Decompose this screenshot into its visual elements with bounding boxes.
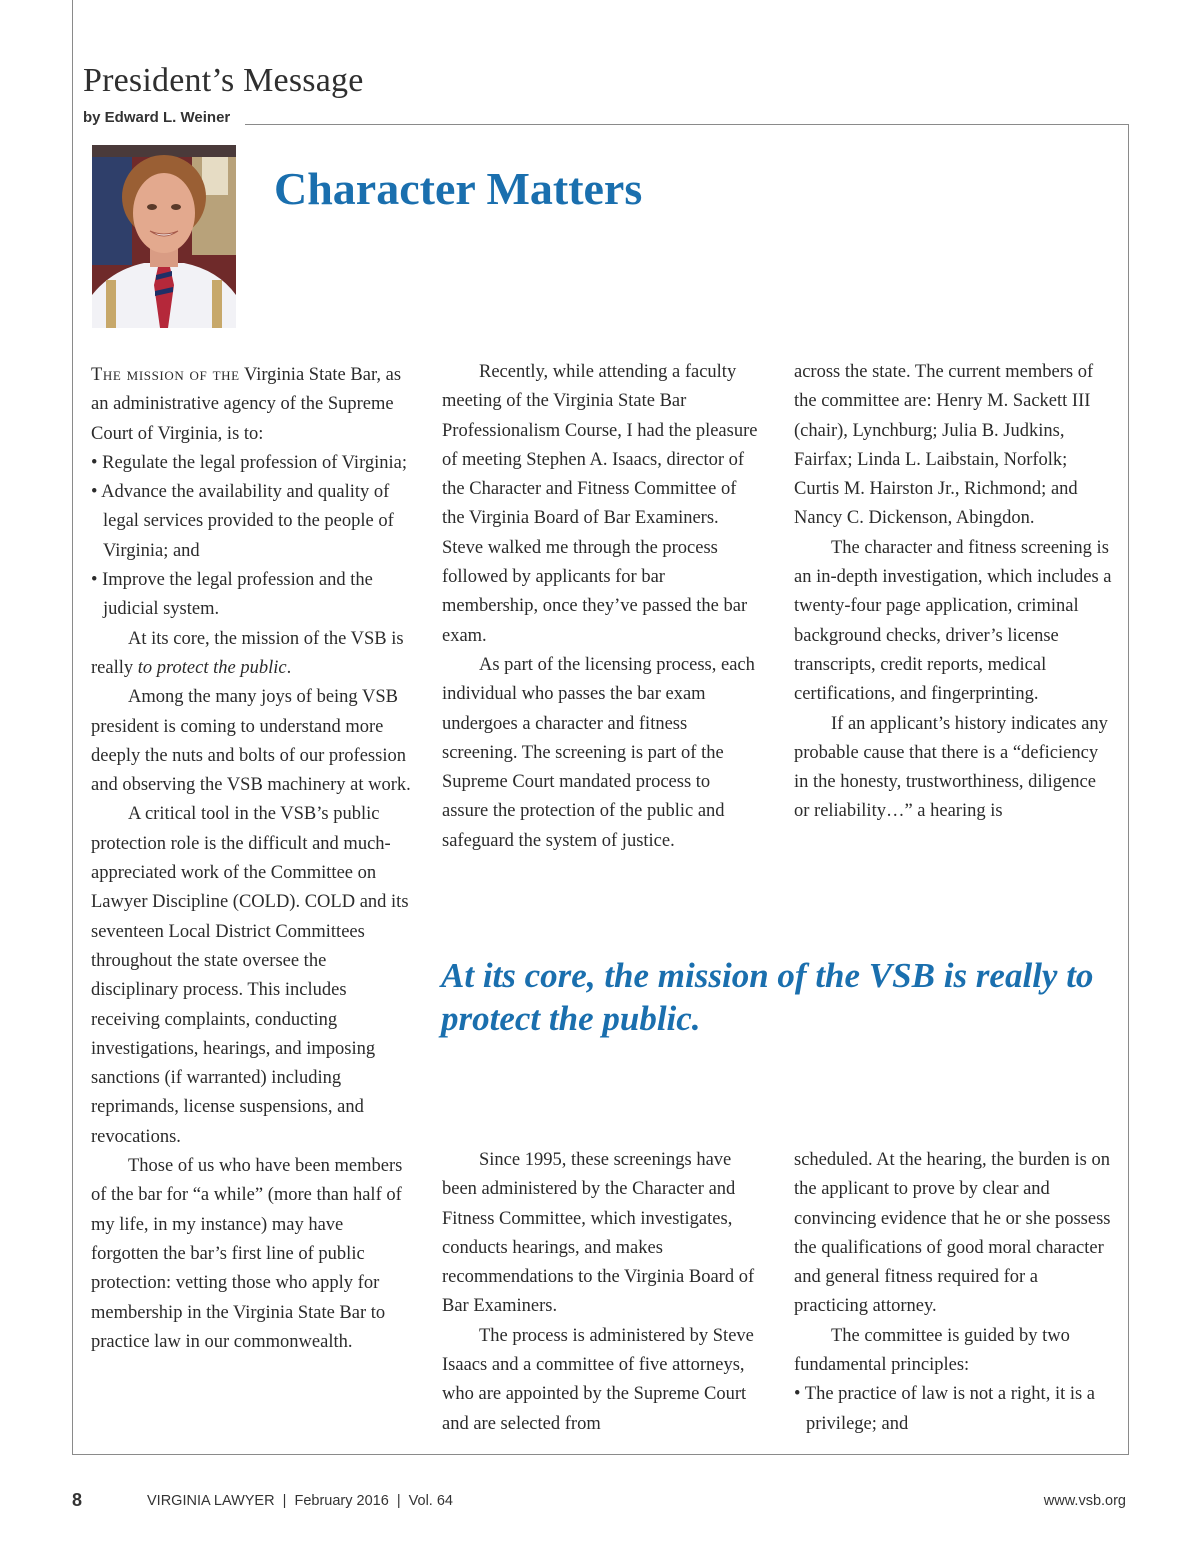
body-paragraph: As part of the licensing process, each individual who passes the bar exam undergoes a character and fitness screening. The screening is part of the Supreme Court mandated process to assure the protection of the public and safeguard the system of justice. <box>442 654 755 851</box>
body-paragraph: The committee is guided by two fundamental principles: <box>794 1325 1070 1376</box>
website-link[interactable]: www.vsb.org <box>1043 1493 1126 1509</box>
frame-right-rule <box>1128 124 1129 1455</box>
publication-info: VIRGINIA LAWYER | February 2016 | Vol. 64 <box>147 1493 453 1509</box>
article-headline: Character Matters <box>274 163 643 214</box>
intro-paragraph <box>91 361 411 449</box>
frame-left-rule <box>72 0 73 1455</box>
body-paragraph: The process is administered by Steve Isaacs and a committee of five attorneys, who are appointed by the Supreme Court and are selected from <box>442 1325 754 1434</box>
column-2-top <box>442 358 758 856</box>
body-paragraph: across the state. The current members of the committee are: Henry M. Sackett III (chair), Lynchburg; Julia B. Judkins, Fairfax; Linda L. Laibstain, Norfolk; Curtis M. Hairston Jr., Richmond; and Nancy C. Dickenson, Abingdon. <box>794 362 1094 529</box>
column-3-bottom <box>794 1146 1112 1439</box>
principle-bullet: • The practice of law is not a right, it is a privilege; and <box>794 1384 1096 1434</box>
column-2-bottom <box>442 1146 758 1439</box>
frame-bottom-rule <box>72 1454 1129 1455</box>
body-paragraph: Among the many joys of being VSB president is coming to understand more deeply the nuts and bolts of our profession and observing the VSB machinery at work. <box>91 687 411 796</box>
column-3-top <box>794 358 1112 827</box>
body-paragraph: Those of us who have been members of the bar for “a while” (more than half of my life, in my instance) may have forgotten the bar’s first line of public protection: vetting those who apply for membership in the Virginia State Bar to practice law in our commonwealth. <box>91 1156 403 1352</box>
mission-bullet: • Advance the availability and quality of legal services provided to the people of Virginia; and <box>91 482 394 561</box>
pull-quote: At its core, the mission of the VSB is really to protect the public. <box>441 956 1094 1038</box>
section-title: President’s Message <box>83 62 364 99</box>
body-paragraph: Recently, while attending a faculty meeting of the Virginia State Bar Professionalism Course, I had the pleasure of meeting Stephen A. Isaacs, director of the Character and Fitness Committee of the Virginia Board of Bar Examiners. Steve walked me through the process followed by applicants for bar membership, once they’ve passed the bar exam. <box>442 362 758 646</box>
text-run: . <box>286 657 292 678</box>
mission-bullet: • Improve the legal profession and the judicial system. <box>91 570 373 620</box>
page-number: 8 <box>72 1490 83 1510</box>
column-1 <box>91 361 411 1357</box>
mission-bullet: • Regulate the legal profession of Virginia; <box>91 452 408 473</box>
body-paragraph: A critical tool in the VSB’s public protection role is the difficult and much-appreciated work of the Committee on Lawyer Discipline (COLD). COLD and its seventeen Local District Committees throughout the state oversee the disciplinary process. This includes receiving complaints, conducting investigations, hearings, and imposing sanctions (if warranted) including reprimands, license suspensions, and revocations. <box>91 804 409 1147</box>
lead-in-caps: The mission of the <box>91 365 240 385</box>
body-paragraph: scheduled. At the hearing, the burden is on the applicant to prove by clear and convincing evidence that he or she possess the qualifications of good moral character and general fitness required for a practicing attorney. <box>794 1150 1111 1317</box>
body-paragraph: Since 1995, these screenings have been administered by the Character and Fitness Committee, which investigates, conducts hearings, and makes recommendations to the Virginia Board of Bar Examiners. <box>442 1150 755 1317</box>
byline: by Edward L. Weiner <box>83 109 231 126</box>
author-photo <box>92 145 236 328</box>
body-paragraph <box>91 625 411 684</box>
italic-text: to protect the public <box>137 657 287 678</box>
intro-text: Virginia State Bar, as an administrative agency of the Supreme Court of Virginia, is to: <box>91 365 402 444</box>
frame-top-rule <box>245 124 1129 125</box>
body-paragraph: If an applicant’s history indicates any probable cause that there is a “deficiency in the honesty, trustworthiness, diligence or reliability…” a hearing is <box>794 713 1108 822</box>
text-run: At its core, the mission of the VSB is really <box>91 628 404 678</box>
body-paragraph: The character and fitness screening is an in-depth investigation, which includes a twenty-four page application, criminal background checks, driver’s license transcripts, credit reports, medical certifications, and fingerprinting. <box>794 537 1112 705</box>
